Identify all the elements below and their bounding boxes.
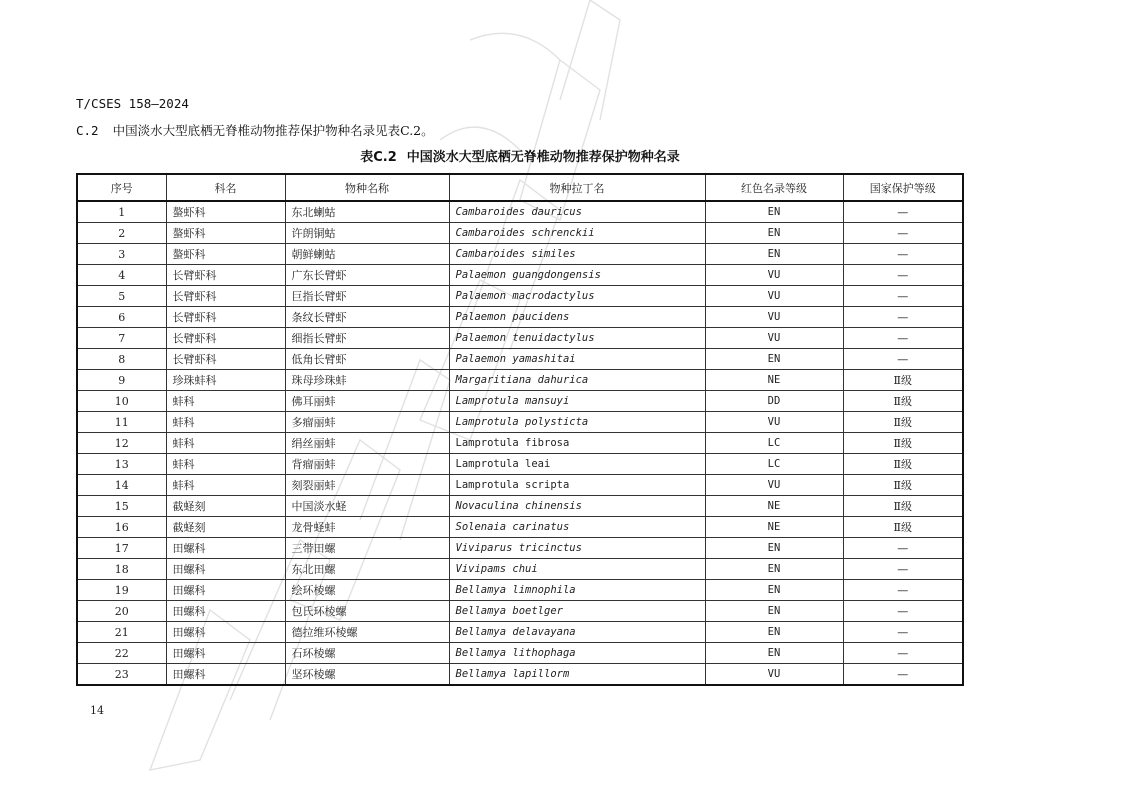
cell-family: 长臂虾科 (166, 328, 285, 349)
species-table (76, 173, 964, 686)
cell-index: 12 (77, 433, 166, 454)
cell-latin-name: Palaemon paucidens (449, 307, 705, 328)
cell-protection: — (843, 601, 963, 622)
cell-index: 11 (77, 412, 166, 433)
cell-protection: — (843, 622, 963, 643)
cell-index: 18 (77, 559, 166, 580)
cell-protection: Ⅱ级 (843, 475, 963, 496)
cell-protection: — (843, 244, 963, 265)
cell-red-list: VU (705, 265, 843, 286)
table-row (77, 349, 963, 370)
cell-index: 17 (77, 538, 166, 559)
section-number: C.2 (76, 123, 99, 138)
cell-species-name: 珠母珍珠蚌 (285, 370, 449, 391)
cell-protection: — (843, 643, 963, 664)
table-row (77, 244, 963, 265)
cell-species-name: 德拉维环棱螺 (285, 622, 449, 643)
cell-protection: Ⅱ级 (843, 391, 963, 412)
cell-index: 6 (77, 307, 166, 328)
table-row (77, 538, 963, 559)
cell-index: 19 (77, 580, 166, 601)
cell-species-name: 广东长臂虾 (285, 265, 449, 286)
cell-family: 截蛏刻 (166, 496, 285, 517)
col-header-family: 科名 (166, 174, 285, 201)
caption-title: 中国淡水大型底栖无脊椎动物推荐保护物种名录 (406, 150, 680, 165)
cell-species-name: 石环棱螺 (285, 643, 449, 664)
cell-red-list: EN (705, 559, 843, 580)
table-row (77, 475, 963, 496)
cell-index: 16 (77, 517, 166, 538)
cell-latin-name: Margaritiana dahurica (449, 370, 705, 391)
cell-protection: — (843, 664, 963, 686)
cell-red-list: VU (705, 286, 843, 307)
cell-red-list: EN (705, 580, 843, 601)
table-row (77, 370, 963, 391)
cell-family: 蚌科 (166, 391, 285, 412)
table-row (77, 412, 963, 433)
cell-family: 田螺科 (166, 601, 285, 622)
cell-family: 田螺科 (166, 643, 285, 664)
cell-index: 21 (77, 622, 166, 643)
cell-family: 螯虾科 (166, 244, 285, 265)
cell-species-name: 三带田螺 (285, 538, 449, 559)
table-row (77, 580, 963, 601)
cell-latin-name: Vivipams chui (449, 559, 705, 580)
cell-species-name: 绘环棱螺 (285, 580, 449, 601)
cell-red-list: VU (705, 307, 843, 328)
cell-index: 8 (77, 349, 166, 370)
cell-red-list: EN (705, 601, 843, 622)
cell-protection: — (843, 307, 963, 328)
cell-latin-name: Palaemon guangdongensis (449, 265, 705, 286)
cell-latin-name: Palaemon macrodactylus (449, 286, 705, 307)
cell-family: 长臂虾科 (166, 307, 285, 328)
page-number: 14 (90, 704, 104, 717)
cell-red-list: LC (705, 454, 843, 475)
table-row (77, 601, 963, 622)
cell-family: 长臂虾科 (166, 349, 285, 370)
intro-paragraph (76, 121, 434, 139)
cell-protection: — (843, 580, 963, 601)
table-row (77, 307, 963, 328)
cell-protection: — (843, 286, 963, 307)
cell-latin-name: Lamprotula polysticta (449, 412, 705, 433)
cell-species-name: 绢丝丽蚌 (285, 433, 449, 454)
cell-family: 田螺科 (166, 664, 285, 686)
cell-protection: — (843, 559, 963, 580)
cell-protection: Ⅱ级 (843, 517, 963, 538)
cell-species-name: 中国淡水蛏 (285, 496, 449, 517)
table-row (77, 433, 963, 454)
cell-species-name: 刻裂丽蚌 (285, 475, 449, 496)
col-header-red-list: 红色名录等级 (705, 174, 843, 201)
table-row (77, 559, 963, 580)
cell-species-name: 朝鲜蝲蛄 (285, 244, 449, 265)
cell-species-name: 东北田螺 (285, 559, 449, 580)
col-header-species-name: 物种名称 (285, 174, 449, 201)
cell-latin-name: Lamprotula mansuyi (449, 391, 705, 412)
cell-family: 蚌科 (166, 454, 285, 475)
cell-family: 蚌科 (166, 433, 285, 454)
cell-index: 20 (77, 601, 166, 622)
cell-protection: Ⅱ级 (843, 496, 963, 517)
cell-species-name: 东北蝲蛄 (285, 201, 449, 223)
cell-index: 10 (77, 391, 166, 412)
cell-red-list: EN (705, 538, 843, 559)
cell-red-list: EN (705, 223, 843, 244)
table-row (77, 643, 963, 664)
col-header-index: 序号 (77, 174, 166, 201)
cell-red-list: NE (705, 370, 843, 391)
cell-index: 1 (77, 201, 166, 223)
cell-species-name: 龙骨蛏蚌 (285, 517, 449, 538)
cell-protection: — (843, 538, 963, 559)
cell-protection: Ⅱ级 (843, 454, 963, 475)
cell-red-list: VU (705, 328, 843, 349)
cell-latin-name: Bellamya boetlger (449, 601, 705, 622)
cell-index: 3 (77, 244, 166, 265)
cell-red-list: EN (705, 244, 843, 265)
cell-protection: — (843, 349, 963, 370)
cell-family: 长臂虾科 (166, 286, 285, 307)
cell-latin-name: Bellamya lapillorm (449, 664, 705, 686)
cell-species-name: 佛耳丽蚌 (285, 391, 449, 412)
cell-species-name: 坚环棱螺 (285, 664, 449, 686)
cell-index: 7 (77, 328, 166, 349)
cell-family: 截蛏刻 (166, 517, 285, 538)
table-row (77, 265, 963, 286)
standard-code: T/CSES 158—2024 (76, 96, 189, 111)
cell-protection: — (843, 328, 963, 349)
cell-species-name: 低角长臂虾 (285, 349, 449, 370)
cell-family: 田螺科 (166, 622, 285, 643)
cell-protection: Ⅱ级 (843, 370, 963, 391)
cell-latin-name: Bellamya limnophila (449, 580, 705, 601)
cell-family: 螯虾科 (166, 201, 285, 223)
cell-index: 2 (77, 223, 166, 244)
cell-latin-name: Bellamya delavayana (449, 622, 705, 643)
cell-latin-name: Cambaroides schrenckii (449, 223, 705, 244)
cell-latin-name: Solenaia carinatus (449, 517, 705, 538)
cell-family: 田螺科 (166, 559, 285, 580)
cell-species-name: 条纹长臂虾 (285, 307, 449, 328)
cell-red-list: LC (705, 433, 843, 454)
table-caption (0, 146, 1040, 165)
table-row (77, 286, 963, 307)
cell-species-name: 背瘤丽蚌 (285, 454, 449, 475)
cell-red-list: EN (705, 201, 843, 223)
cell-protection: — (843, 201, 963, 223)
cell-family: 蚌科 (166, 475, 285, 496)
cell-index: 14 (77, 475, 166, 496)
cell-family: 蚌科 (166, 412, 285, 433)
cell-index: 4 (77, 265, 166, 286)
cell-species-name: 许朗铜蛄 (285, 223, 449, 244)
cell-protection: — (843, 265, 963, 286)
col-header-protection: 国家保护等级 (843, 174, 963, 201)
table-row (77, 496, 963, 517)
cell-species-name: 包氏环棱螺 (285, 601, 449, 622)
cell-index: 22 (77, 643, 166, 664)
table-row (77, 201, 963, 223)
cell-red-list: DD (705, 391, 843, 412)
cell-latin-name: Cambaroides dauricus (449, 201, 705, 223)
table-row (77, 622, 963, 643)
cell-latin-name: Lamprotula leai (449, 454, 705, 475)
cell-protection: Ⅱ级 (843, 412, 963, 433)
table-row (77, 391, 963, 412)
table-row (77, 517, 963, 538)
cell-species-name: 细指长臂虾 (285, 328, 449, 349)
table-row (77, 328, 963, 349)
table-row (77, 454, 963, 475)
cell-red-list: VU (705, 475, 843, 496)
cell-family: 田螺科 (166, 580, 285, 601)
cell-species-name: 巨指长臂虾 (285, 286, 449, 307)
cell-index: 5 (77, 286, 166, 307)
table-row (77, 664, 963, 686)
cell-red-list: EN (705, 349, 843, 370)
table-header-row (77, 174, 963, 201)
cell-latin-name: Cambaroides similes (449, 244, 705, 265)
cell-protection: — (843, 223, 963, 244)
cell-red-list: EN (705, 622, 843, 643)
cell-index: 15 (77, 496, 166, 517)
table-row (77, 223, 963, 244)
cell-latin-name: Viviparus tricinctus (449, 538, 705, 559)
cell-red-list: VU (705, 664, 843, 686)
cell-family: 长臂虾科 (166, 265, 285, 286)
cell-red-list: VU (705, 412, 843, 433)
intro-text: 中国淡水大型底栖无脊椎动物推荐保护物种名录见表C.2。 (112, 123, 434, 138)
cell-red-list: NE (705, 496, 843, 517)
cell-latin-name: Lamprotula scripta (449, 475, 705, 496)
cell-latin-name: Palaemon tenuidactylus (449, 328, 705, 349)
cell-index: 23 (77, 664, 166, 686)
cell-index: 13 (77, 454, 166, 475)
cell-latin-name: Palaemon yamashitai (449, 349, 705, 370)
cell-protection: Ⅱ级 (843, 433, 963, 454)
cell-latin-name: Novaculina chinensis (449, 496, 705, 517)
cell-red-list: EN (705, 643, 843, 664)
cell-family: 珍珠蚌科 (166, 370, 285, 391)
cell-latin-name: Bellamya lithophaga (449, 643, 705, 664)
cell-red-list: NE (705, 517, 843, 538)
cell-species-name: 多瘤丽蚌 (285, 412, 449, 433)
cell-index: 9 (77, 370, 166, 391)
cell-family: 螯虾科 (166, 223, 285, 244)
caption-id: 表C.2 (360, 150, 397, 165)
cell-latin-name: Lamprotula fibrosa (449, 433, 705, 454)
cell-family: 田螺科 (166, 538, 285, 559)
col-header-latin-name: 物种拉丁名 (449, 174, 705, 201)
